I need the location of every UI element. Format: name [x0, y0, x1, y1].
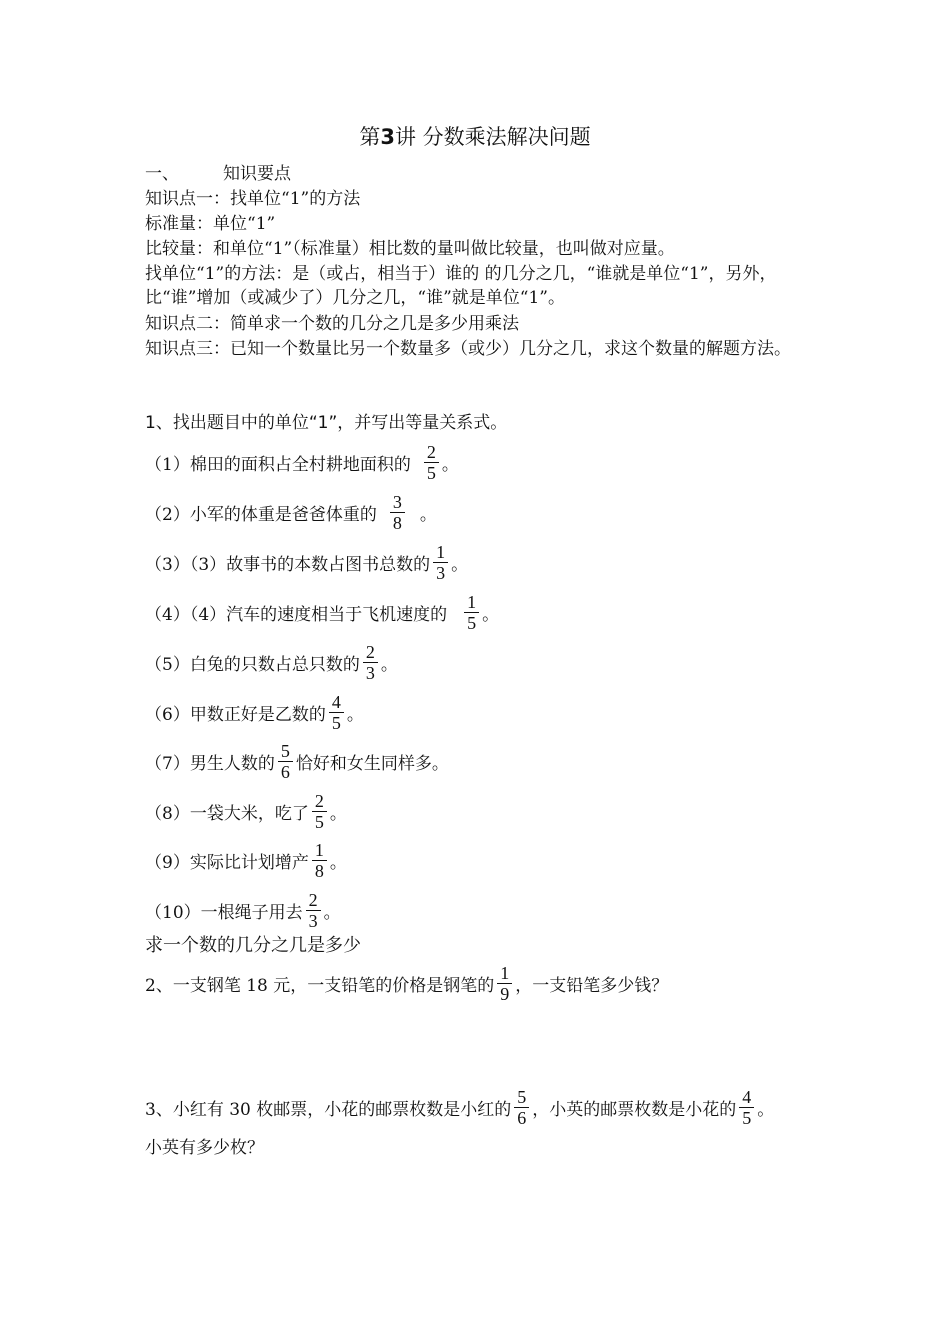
denominator: 3 — [308, 910, 318, 931]
numerator: 2 — [365, 641, 375, 662]
numerator: 3 — [392, 491, 402, 512]
item-suffix: 恰好和女生同样多。 — [295, 753, 449, 774]
q1-item — [145, 487, 437, 537]
item-text: （9）实际比计划增产 — [145, 852, 309, 873]
q1-item — [145, 885, 341, 935]
question-2 — [145, 958, 668, 1008]
question-1-heading: 1、找出题目中的单位“1”，并写出等量关系式。 — [145, 413, 508, 433]
q1-item — [145, 537, 468, 587]
question-suffix: 。 — [757, 1099, 775, 1120]
item-suffix: 。 — [323, 902, 341, 923]
item-text: （5）白兔的只数占总只数的 — [145, 654, 360, 675]
find-unit-method: 找单位“1”的方法：是（或占，相当于）谁的 的几分之几，“谁就是单位“1”，另外，比“谁”增加（或减少了）几分之几，“谁”就是单位“1”。 — [145, 264, 777, 308]
item-text: （3）（3）故事书的本数占图书总数的 — [145, 554, 431, 575]
fraction — [279, 741, 292, 782]
item-suffix: 。 — [419, 504, 437, 525]
fraction — [364, 642, 377, 683]
denominator: 8 — [314, 860, 324, 881]
denominator: 5 — [331, 712, 341, 733]
item-suffix: 。 — [451, 554, 469, 575]
numerator: 5 — [517, 1086, 527, 1107]
q1-item — [145, 786, 347, 836]
comparison-quantity: 比较量：和单位“1”（标准量）相比数的量叫做比较量，也叫做对应量。 — [145, 239, 675, 259]
q1-item — [145, 736, 449, 786]
fraction — [313, 840, 326, 881]
subheading: 求一个数的几分之几是多少 — [145, 935, 361, 956]
fraction — [740, 1087, 753, 1128]
item-suffix: 。 — [380, 654, 398, 675]
question-text: 3、小红有 30 枚邮票，小花的邮票枚数是小红的 — [145, 1099, 512, 1120]
title-number: 3 — [380, 125, 395, 149]
q1-item — [145, 835, 347, 885]
denominator: 8 — [392, 512, 402, 533]
denominator: 6 — [280, 761, 290, 782]
numerator: 2 — [426, 441, 436, 462]
denominator: 5 — [314, 811, 324, 832]
item-text: （8）一袋大米，吃了 — [145, 803, 309, 824]
knowledge-point-2: 知识点二：简单求一个数的几分之几是多少用乘法 — [145, 314, 519, 334]
item-suffix: 。 — [346, 704, 364, 725]
denominator: 5 — [426, 462, 436, 483]
section-label: 知识要点 — [223, 164, 291, 184]
q1-item — [145, 687, 364, 737]
section-number: 一、 — [145, 164, 179, 184]
numerator: 1 — [436, 541, 446, 562]
fraction — [330, 692, 343, 733]
denominator: 3 — [365, 662, 375, 683]
numerator: 2 — [314, 790, 324, 811]
item-suffix: 。 — [329, 852, 347, 873]
fraction — [307, 890, 320, 931]
denominator: 5 — [742, 1107, 752, 1128]
item-text: （7）男生人数的 — [145, 753, 275, 774]
fraction — [465, 592, 478, 633]
fraction — [391, 492, 404, 533]
numerator: 2 — [308, 889, 318, 910]
page-title — [0, 123, 950, 151]
q1-item — [145, 637, 398, 687]
denominator: 3 — [436, 562, 446, 583]
item-suffix: 。 — [441, 454, 459, 475]
item-text: （10）一根绳子用去 — [145, 902, 303, 923]
fraction — [515, 1087, 528, 1128]
q1-item — [145, 437, 459, 487]
denominator: 9 — [500, 983, 510, 1004]
section-heading — [145, 162, 291, 186]
knowledge-point-1: 知识点一：找单位“1”的方法 — [145, 189, 361, 209]
item-text: （6）甲数正好是乙数的 — [145, 704, 326, 725]
fraction — [498, 963, 511, 1004]
numerator: 5 — [280, 740, 290, 761]
item-suffix: 。 — [482, 604, 500, 625]
fraction — [434, 542, 447, 583]
item-text: （2）小军的体重是爸爸体重的 — [145, 504, 377, 525]
question-suffix: ，一支铅笔多少钱？ — [515, 975, 669, 996]
numerator: 1 — [500, 962, 510, 983]
denominator: 5 — [467, 612, 477, 633]
knowledge-point-3: 知识点三：已知一个数量比另一个数量多（或少）几分之几，求这个数量的解题方法。 — [145, 339, 791, 359]
fraction — [425, 442, 438, 483]
question-3-line-2: 小英有多少枚？ — [145, 1138, 264, 1158]
numerator: 1 — [467, 591, 477, 612]
question-text-middle: ，小英的邮票枚数是小花的 — [532, 1099, 737, 1120]
item-text: （4）（4）汽车的速度相当于飞机速度的 — [145, 604, 448, 625]
numerator: 1 — [314, 839, 324, 860]
numerator: 4 — [742, 1086, 752, 1107]
q1-item — [145, 587, 499, 637]
numerator: 4 — [331, 691, 341, 712]
question-text: 2、一支钢笔 18 元，一支铅笔的价格是钢笔的 — [145, 975, 495, 996]
denominator: 6 — [517, 1107, 527, 1128]
item-text: （1）棉田的面积占全村耕地面积的 — [145, 454, 411, 475]
question-3 — [145, 1082, 774, 1132]
fraction — [313, 791, 326, 832]
item-suffix: 。 — [329, 803, 347, 824]
title-suffix: 讲 分数乘法解决问题 — [394, 125, 591, 149]
standard-quantity: 标准量：单位“1” — [145, 214, 276, 234]
title-prefix: 第 — [359, 125, 381, 149]
